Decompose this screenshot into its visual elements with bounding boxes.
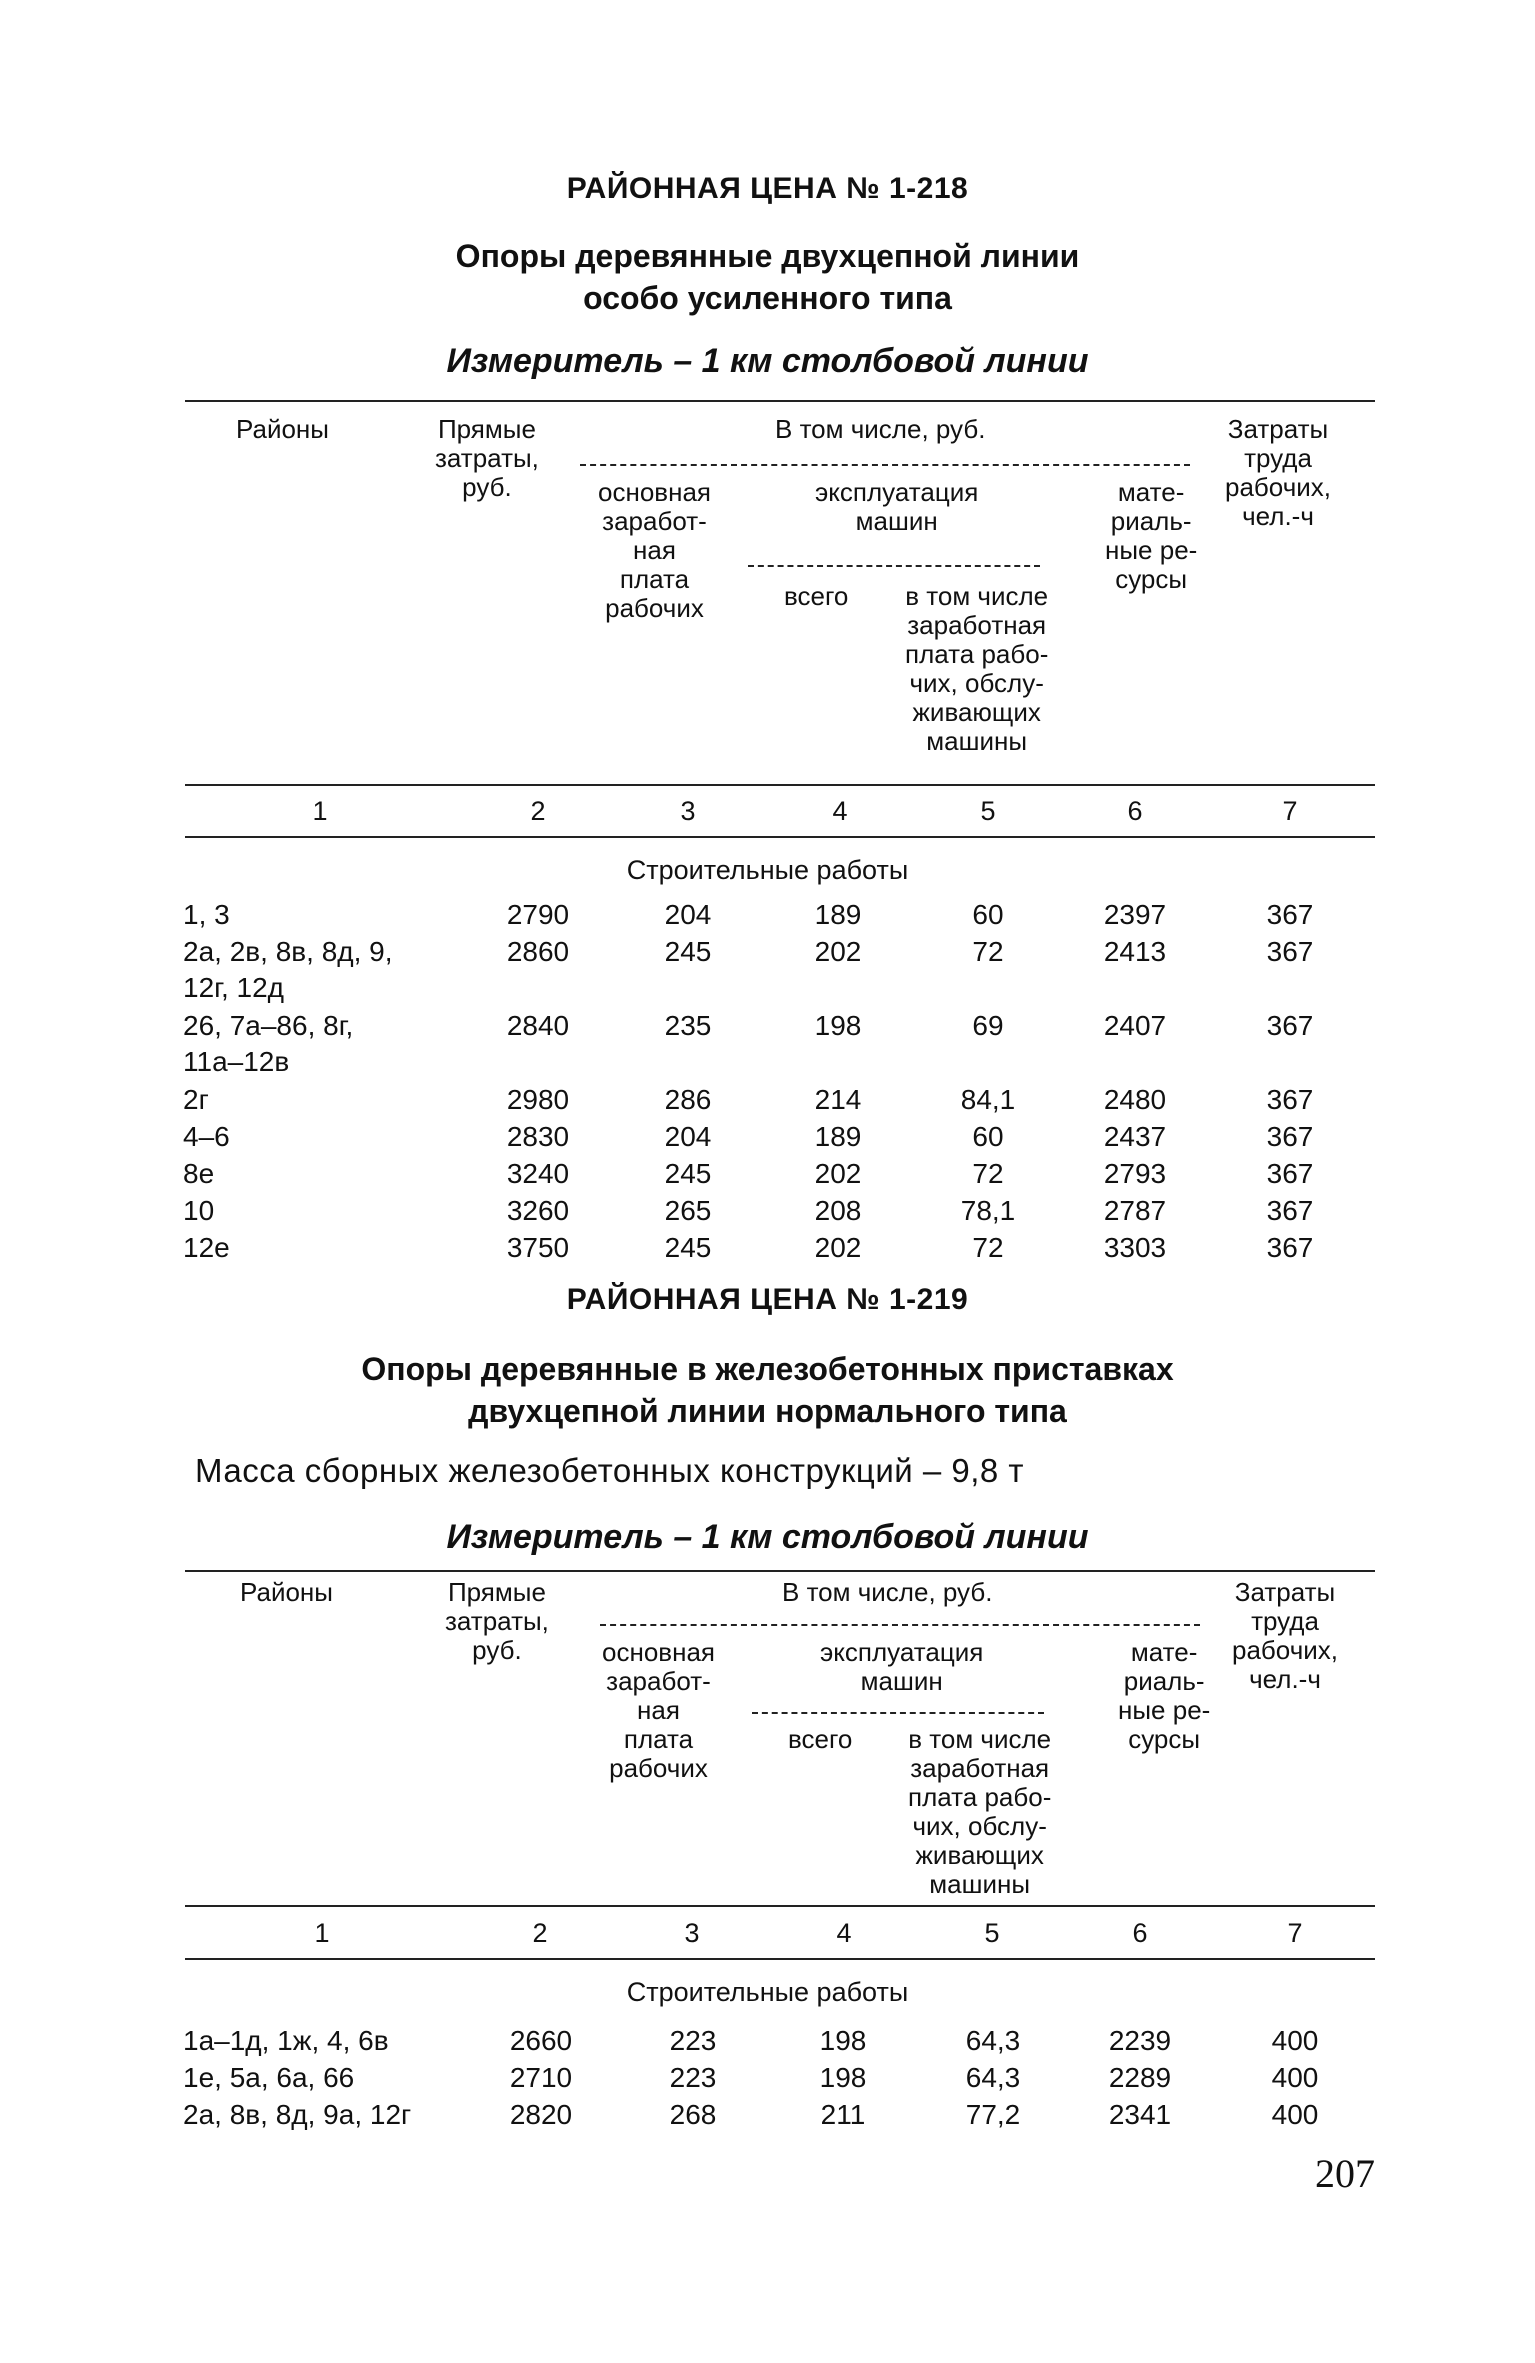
section1-works-heading: Строительные работы [626, 855, 909, 885]
page-number: 207 [1315, 2151, 1375, 2196]
colnum: 2 [532, 1918, 548, 1948]
section1-subtitle-line1: Опоры деревянные двухцепной линии [455, 238, 1080, 274]
colnum: 4 [836, 1918, 852, 1948]
header-dash-rule [580, 464, 1190, 466]
table-row: 4–6 2830 204 189 60 2437 367 [183, 1121, 1314, 1152]
header-machine-wages: в том числе заработная плата рабо- чих, обслу- живающих машины [908, 1724, 1052, 1899]
section2-mass: Масса сборных железобетонных конструкций – 9,8 т [195, 1452, 1025, 1489]
header-wages: основная заработ- ная плата рабочих [598, 477, 711, 623]
header-wages: основная заработ- ная плата рабочих [602, 1637, 715, 1783]
header-direct-costs: Прямые затраты, руб. [445, 1577, 549, 1665]
colnum: 5 [984, 1918, 1000, 1948]
colnum: 7 [1282, 796, 1298, 826]
section1-colnum-bottom-rule [185, 836, 1375, 838]
header-including: В том числе, руб. [782, 1577, 993, 1607]
header-labor: Затраты труда рабочих, чел.-ч [1232, 1577, 1338, 1694]
header-total: всего [788, 1724, 853, 1754]
section2-meter: Измеритель – 1 км столбовой линии [446, 1518, 1089, 1556]
section1-subtitle-line2: особо усиленного типа [583, 280, 952, 316]
header-materials: мате- риаль- ные ре- сурсы [1118, 1637, 1211, 1754]
colnum: 1 [314, 1918, 330, 1948]
header-dash-rule [600, 1624, 1200, 1626]
section2-header-bottom-rule [185, 1905, 1375, 1907]
header-labor: Затраты труда рабочих, чел.-ч [1225, 414, 1331, 531]
section1-title: РАЙОННАЯ ЦЕНА № 1-218 [566, 172, 969, 205]
section2-title: РАЙОННАЯ ЦЕНА № 1-219 [566, 1283, 969, 1316]
header-direct-costs: Прямые затраты, руб. [435, 414, 539, 502]
section2-colnum-bottom-rule [185, 1958, 1375, 1960]
table-row: 2г 2980 286 214 84,1 2480 367 [183, 1084, 1314, 1115]
table-row: 1а–1д, 1ж, 4, 6в 2660 223 198 64,3 2239 400 [183, 2025, 1319, 2056]
header-total: всего [784, 581, 849, 611]
header-machine-dash-rule [752, 1712, 1044, 1714]
header-materials: мате- риаль- ные ре- сурсы [1105, 477, 1198, 594]
table-row: 12е 3750 245 202 72 3303 367 [183, 1232, 1314, 1263]
colnum: 5 [980, 796, 996, 826]
table-row: 2а, 8в, 8д, 9а, 12г 2820 268 211 77,2 2341 400 [183, 2099, 1319, 2130]
colnum: 6 [1127, 796, 1143, 826]
header-regions: Районы [236, 414, 329, 444]
table-row: 1, 3 2790 204 189 60 2397 367 [183, 899, 1314, 930]
section2-works-heading: Строительные работы [626, 1977, 909, 2007]
colnum: 7 [1287, 1918, 1303, 1948]
table-row: 10 3260 265 208 78,1 2787 367 [183, 1195, 1314, 1226]
section1-table-top-rule [185, 400, 1375, 402]
colnum: 3 [684, 1918, 700, 1948]
colnum: 3 [680, 796, 696, 826]
section2-table-top-rule [185, 1570, 1375, 1572]
section2-subtitle-line2: двухцепной линии нормального типа [468, 1393, 1067, 1429]
header-including: В том числе, руб. [775, 414, 986, 444]
header-machine-dash-rule [748, 565, 1040, 567]
header-machine-operation: эксплуатация машин [820, 1637, 984, 1696]
section2-subtitle-line1: Опоры деревянные в железобетонных приставках [361, 1351, 1174, 1387]
colnum: 2 [530, 796, 546, 826]
colnum: 1 [312, 796, 328, 826]
colnum: 4 [832, 796, 848, 826]
section1-table-body [183, 896, 1383, 1266]
table-row: 8е 3240 245 202 72 2793 367 [183, 1158, 1314, 1189]
table-row: 26, 7а–86, 8г, 11а–12в 2840 235 198 69 2407 367 [183, 1010, 1314, 1077]
section2-table-body [183, 2022, 1383, 2133]
section1-meter: Измеритель – 1 км столбовой линии [446, 342, 1089, 380]
table-row: 2а, 2в, 8в, 8д, 9, 12г, 12д 2860 245 202 72 2413 367 [183, 936, 1314, 1003]
section1-header-bottom-rule [185, 784, 1375, 786]
header-regions: Районы [240, 1577, 333, 1607]
header-machine-operation: эксплуатация машин [815, 477, 979, 536]
header-machine-wages: в том числе заработная плата рабо- чих, обслу- живающих машины [905, 581, 1049, 756]
table-row: 1е, 5а, 6а, 66 2710 223 198 64,3 2289 400 [183, 2062, 1319, 2093]
colnum: 6 [1132, 1918, 1148, 1948]
